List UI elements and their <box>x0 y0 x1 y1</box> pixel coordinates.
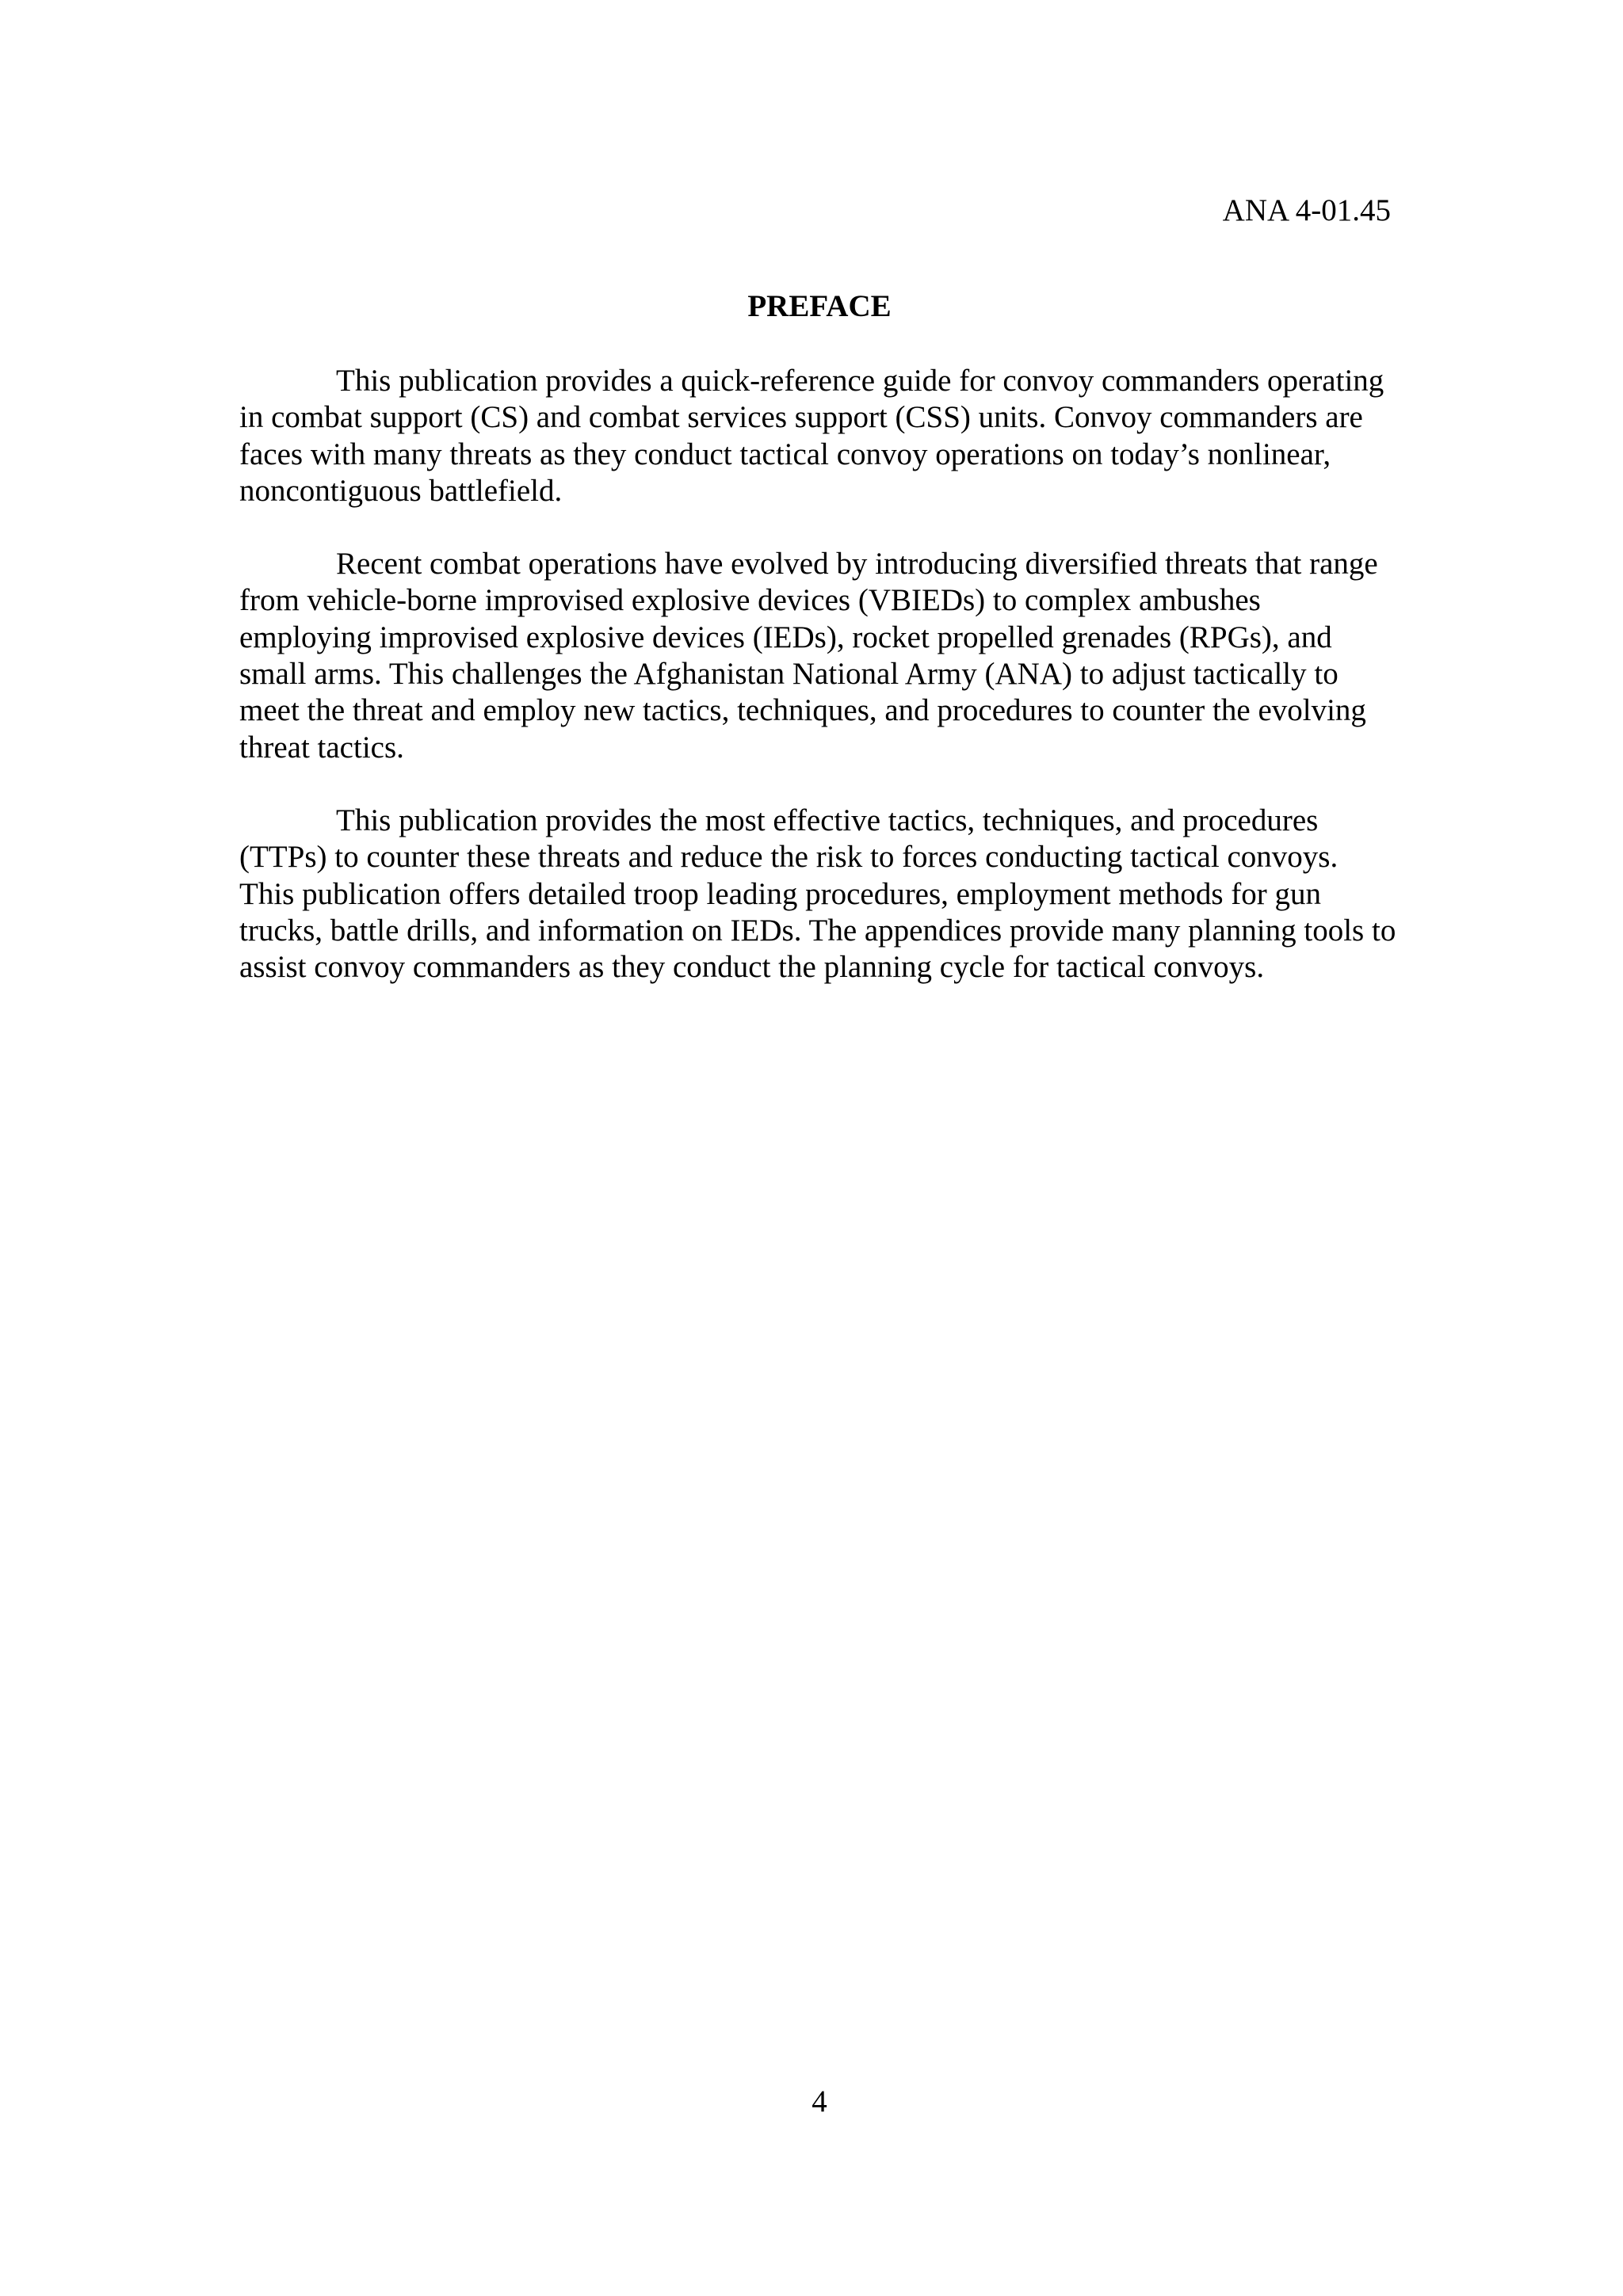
page-number: 4 <box>812 2084 827 2119</box>
preface-body <box>239 363 1396 1022</box>
paragraph-2: Recent combat operations have evolved by introducing diversified threats that range from vehicle-borne improvised explosive devices (VBIEDs) to complex ambushes employing improvised explosive devices (IEDs), rocket propelled grenades (RPGs), and small arms. This challenges the Afghanistan National Army (ANA) to adjust tactically to meet the threat and employ new tactics, techniques, and procedures to counter the evolving threat tactics. <box>239 547 1378 765</box>
paragraph-1: This publication provides a quick-reference guide for convoy commanders operating in combat support (CS) and combat services support (CSS) units. Convoy commanders are faces with many threats as they conduct tactical convoy operations on today’s nonlinear, noncontiguous battlefield. <box>239 364 1384 508</box>
section-title: PREFACE <box>747 289 892 323</box>
paragraph-3: This publication provides the most effective tactics, techniques, and procedures (TTPs) to counter these threats and reduce the risk to forces conducting tactical convoys. This publication offers detailed troop leading procedures, employment methods for gun trucks, battle drills, and information on IEDs. The appendices provide many planning tools to assist convoy commanders as they conduct the planning cycle for tactical convoys. <box>239 803 1396 985</box>
document-id: ANA 4-01.45 <box>1222 193 1391 227</box>
